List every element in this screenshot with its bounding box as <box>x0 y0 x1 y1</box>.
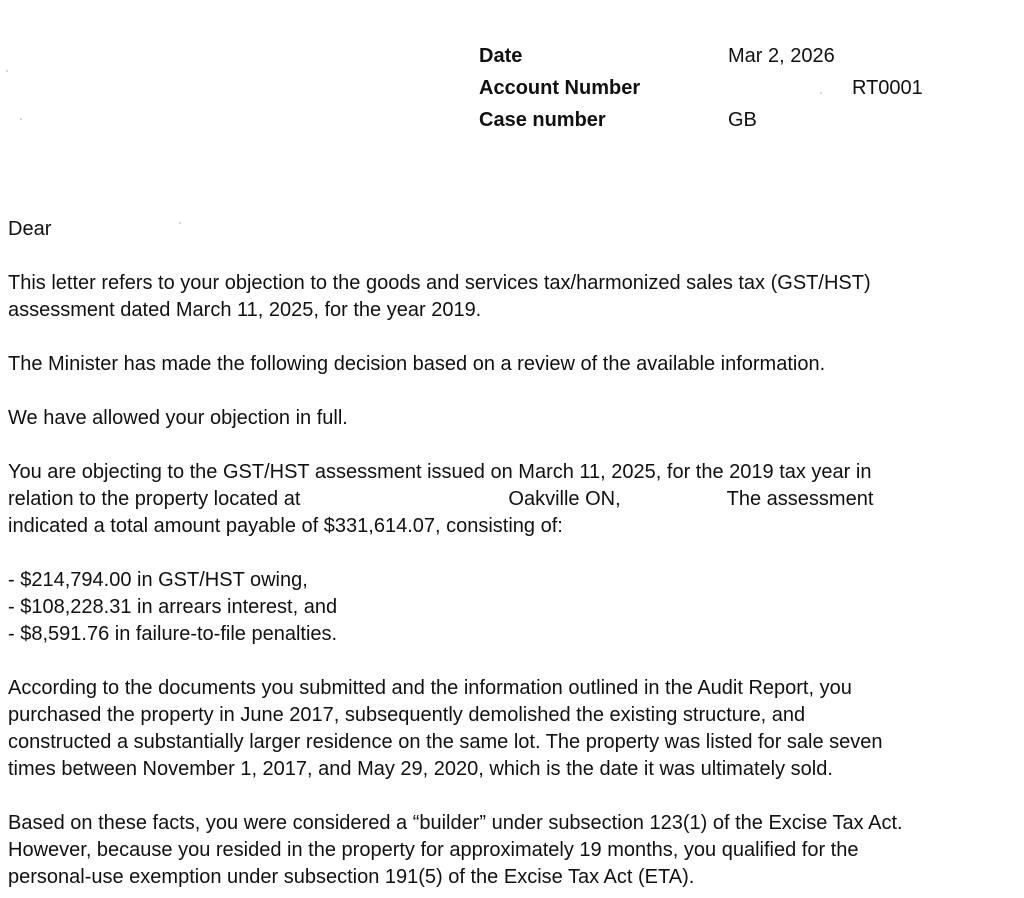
assessment-line-3: indicated a total amount payable of $331,614.07, consisting of: <box>8 515 563 537</box>
scan-speck <box>20 118 22 120</box>
paragraph-objection-allowed: We have allowed your objection in full. <box>8 407 348 429</box>
amount-arrears-interest: - $108,228.31 in arrears interest, and <box>8 596 338 618</box>
property-city: Oakville ON, <box>508 488 621 510</box>
salutation: Dear <box>8 218 52 240</box>
date-label: Date <box>479 45 523 67</box>
assessment-sentence-start: The assessment <box>726 488 874 510</box>
account-number-row <box>479 72 939 104</box>
assessment-line-2 <box>8 486 1020 513</box>
amount-gst-hst-owing: - $214,794.00 in GST/HST owing, <box>8 569 308 591</box>
case-number-label: Case number <box>479 109 606 131</box>
paragraph-objection-reference: This letter refers to your objection to the goods and services tax/harmonized sales tax (GST/HST) assessment dated March 11, 2025, for the year 2019. <box>8 272 871 321</box>
case-number-value: GB <box>728 109 757 131</box>
amount-failure-to-file-penalties: - $8,591.76 in failure-to-file penalties. <box>8 623 338 645</box>
case-number-row <box>479 104 939 136</box>
paragraph-minister-decision: The Minister has made the following decision based on a review of the available information. <box>8 353 826 375</box>
scan-speck <box>6 70 8 72</box>
account-number-label: Account Number <box>479 77 641 99</box>
paragraph-audit-facts: According to the documents you submitted and the information outlined in the Audit Report, you purchased the property in June 2017, subsequently demolished the existing structure, and constructed a substantially larger residence on the same lot. The property was listed for sale seven times between November 1, 2017, and May 29, 2020, which is the date it was ultimately sold. <box>8 677 883 780</box>
assessment-line-1: You are objecting to the GST/HST assessment issued on March 11, 2025, for the 2019 tax year in <box>8 461 872 483</box>
paragraph-builder-exemption: Based on these facts, you were considered a “builder” under subsection 123(1) of the Excise Tax Act. However, because you resided in the property for approximately 19 months, you qualified for the personal-use exemption under subsection 191(5) of the Excise Tax Act (ETA). <box>8 812 903 888</box>
amounts-list <box>8 567 1020 648</box>
letter-header <box>479 40 939 136</box>
date-value: Mar 2, 2026 <box>728 45 835 67</box>
letter-body <box>8 216 1020 891</box>
paragraph-assessment-details <box>8 459 1020 540</box>
date-row <box>479 40 939 72</box>
account-number-value: RT0001 <box>852 77 923 99</box>
property-location-prefix: relation to the property located at <box>8 488 301 510</box>
